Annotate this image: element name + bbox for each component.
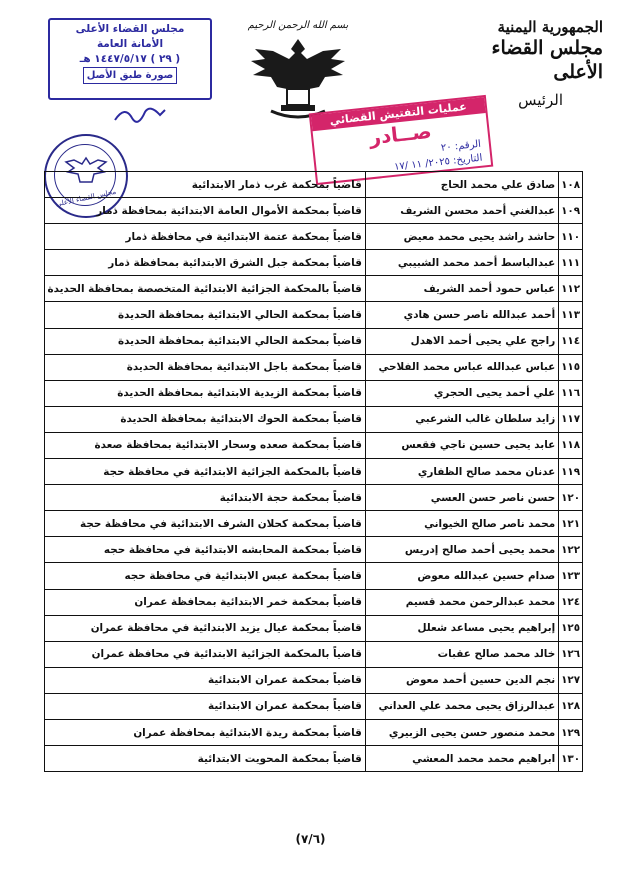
court-assignment: قاضياً بمحكمة صعده وسحار الابتدائية بمحافظة صعدة [45,432,366,458]
court-assignment: قاضياً بمحكمة خمر الابتدائية بمحافظة عمران [45,589,366,615]
stamp-line-certified: صورة طبق الأصل [83,67,178,84]
table-row [45,746,583,772]
court-assignment: قاضياً بمحكمة الحالي الابتدائية بمحافظة الحديدة [45,302,366,328]
judge-name: محمد ناصر صالح الخيواني [365,511,558,537]
court-assignment: قاضياً بمحكمة عتمة الابتدائية في محافظة ذمار [45,224,366,250]
row-number: ١١١ [559,250,583,276]
row-number: ١٢٩ [559,719,583,745]
table-row [45,432,583,458]
judges-table [44,171,583,772]
judges-table-body [45,172,583,772]
inspection-stamp-ref: الرقم: ٢٠ [440,138,482,154]
row-number: ١٣٠ [559,746,583,772]
row-number: ١١٠ [559,224,583,250]
court-assignment: قاضياً بمحكمة المحويت الابتدائية [45,746,366,772]
table-row [45,276,583,302]
judge-name: حاشد راشد يحيى محمد معيض [365,224,558,250]
table-row [45,354,583,380]
president-title: الرئيس [518,91,563,109]
table-row [45,224,583,250]
table-row [45,693,583,719]
row-number: ١٢٦ [559,641,583,667]
basmala: بسم الله الرحمن الرحيم [247,20,349,31]
inspection-stamp-title: عمليات التفتيش القضائي [311,97,486,131]
row-number: ١٠٩ [559,198,583,224]
row-number: ١١٣ [559,302,583,328]
row-number: ١٢٠ [559,485,583,511]
row-number: ١٢٣ [559,563,583,589]
judge-name: ابراهيم محمد محمد المعشي [365,746,558,772]
row-number: ١١٦ [559,380,583,406]
court-assignment: قاضياً بمحكمة الزيدية الابتدائية بمحافظة الحديدة [45,380,366,406]
table-row [45,511,583,537]
table-row [45,380,583,406]
seal-text: مجلس القضاء الأعلى [55,187,117,209]
table-row [45,537,583,563]
court-assignment: قاضياً بمحكمة عمران الابتدائية [45,667,366,693]
court-assignment: قاضياً بالمحكمة الجزائية الابتدائية في محافظة حجة [45,459,366,485]
row-number: ١١٤ [559,328,583,354]
row-number: ١٢٥ [559,615,583,641]
judge-name: عبدالرزاق يحيى محمد علي العداني [365,693,558,719]
row-number: ١١٥ [559,354,583,380]
republic-title: الجمهورية اليمنية [497,18,603,36]
table-row [45,719,583,745]
judge-name: محمد عبدالرحمن محمد قسيم [365,589,558,615]
judge-name: إبراهيم يحيى مساعد شعلل [365,615,558,641]
judge-name: نجم الدين حسين أحمد معوض [365,667,558,693]
table-row [45,667,583,693]
judge-name: زايد سلطان غالب الشرعبي [365,406,558,432]
row-number: ١٢٨ [559,693,583,719]
judge-name: عباس عبدالله عباس محمد الفلاحي [365,354,558,380]
row-number: ١٢٧ [559,667,583,693]
court-assignment: قاضياً بمحكمة عيال يزيد الابتدائية في محافظة عمران [45,615,366,641]
judge-name: راجح علي يحيى أحمد الاهدل [365,328,558,354]
court-assignment: قاضياً بمحكمة باجل الابتدائية بمحافظة الحديدة [45,354,366,380]
table-row [45,485,583,511]
page-number: (٧/٦) [295,832,326,846]
court-assignment: قاضياً بالمحكمة الجزائية الابتدائية في محافظة عمران [45,641,366,667]
judge-name: عابد يحيى حسين ناجي فقعس [365,432,558,458]
judge-name: عبدالغني أحمد محسن الشريف [365,198,558,224]
table-row [45,250,583,276]
table-row [45,615,583,641]
court-assignment: قاضياً بمحكمة عمران الابتدائية [45,693,366,719]
council-title: مجلس القضاء الأعلى [491,37,603,83]
table-row [45,459,583,485]
judge-name: محمد منصور حسن يحيى الزبيري [365,719,558,745]
court-assignment: قاضياً بمحكمة الحالي الابتدائية بمحافظة الحديدة [45,328,366,354]
court-assignment: قاضياً بمحكمة غرب ذمار الابتدائية [45,172,366,198]
court-assignment: قاضياً بمحكمة ريدة الابتدائية بمحافظة عمران [45,719,366,745]
table-row [45,328,583,354]
court-assignment: قاضياً بالمحكمة الجزائية الابتدائية المتخصصة بمحافظة الحديدة [45,276,366,302]
table-row [45,563,583,589]
judge-name: عباس حمود أحمد الشريف [365,276,558,302]
table-row [45,589,583,615]
stamp-line-date: ( ٢٩ ) ١٤٤٧/٥/١٧ هـ [79,53,181,65]
inspection-stamp-date: التاريخ: ٢٠٢٥/ ١١ /١٧ [393,152,483,173]
court-assignment: قاضياً بمحكمة المحابشه الابتدائية في محافظة حجه [45,537,366,563]
judge-name: حسن ناصر حسن العسي [365,485,558,511]
court-assignment: قاضياً بمحكمة جبل الشرق الابتدائية بمحافظة ذمار [45,250,366,276]
row-number: ١١٨ [559,432,583,458]
court-assignment: قاضياً بمحكمة كحلان الشرف الابتدائية في محافظة حجة [45,511,366,537]
table-row [45,302,583,328]
court-assignment: قاضياً بمحكمة الحوك الابتدائية بمحافظة الحديدة [45,406,366,432]
table-row [45,198,583,224]
judge-name: أحمد عبدالله ناصر حسن هادي [365,302,558,328]
table-row [45,641,583,667]
court-assignment: قاضياً بمحكمة حجة الابتدائية [45,485,366,511]
signature-mark [110,100,170,130]
row-number: ١١٢ [559,276,583,302]
row-number: ١٢١ [559,511,583,537]
certified-copy-stamp [48,18,212,100]
judge-name: خالد محمد صالح عقبات [365,641,558,667]
row-number: ١٢٤ [559,589,583,615]
judge-name: عدنان محمد صالح الظفاري [365,459,558,485]
judge-name: محمد يحيى أحمد صالح إدريس [365,537,558,563]
court-assignment: قاضياً بمحكمة عبس الابتدائية في محافظة حجه [45,563,366,589]
table-row [45,172,583,198]
stamp-line-secretariat: الأمانة العامة [96,38,164,50]
stamp-line-council: مجلس القضاء الأعلى [75,23,185,35]
row-number: ١٢٢ [559,537,583,563]
row-number: ١١٧ [559,406,583,432]
judge-name: علي أحمد يحيى الحجري [365,380,558,406]
court-assignment: قاضياً بمحكمة الأموال العامة الابتدائية بمحافظة ذمار [45,198,366,224]
row-number: ١٠٨ [559,172,583,198]
judge-name: صدام حسين عبدالله معوض [365,563,558,589]
row-number: ١١٩ [559,459,583,485]
inspection-stamp-status: صــادر [368,118,433,150]
judge-name: صادق علي محمد الحاج [365,172,558,198]
judge-name: عبدالباسط أحمد محمد الشبيبي [365,250,558,276]
table-row [45,406,583,432]
